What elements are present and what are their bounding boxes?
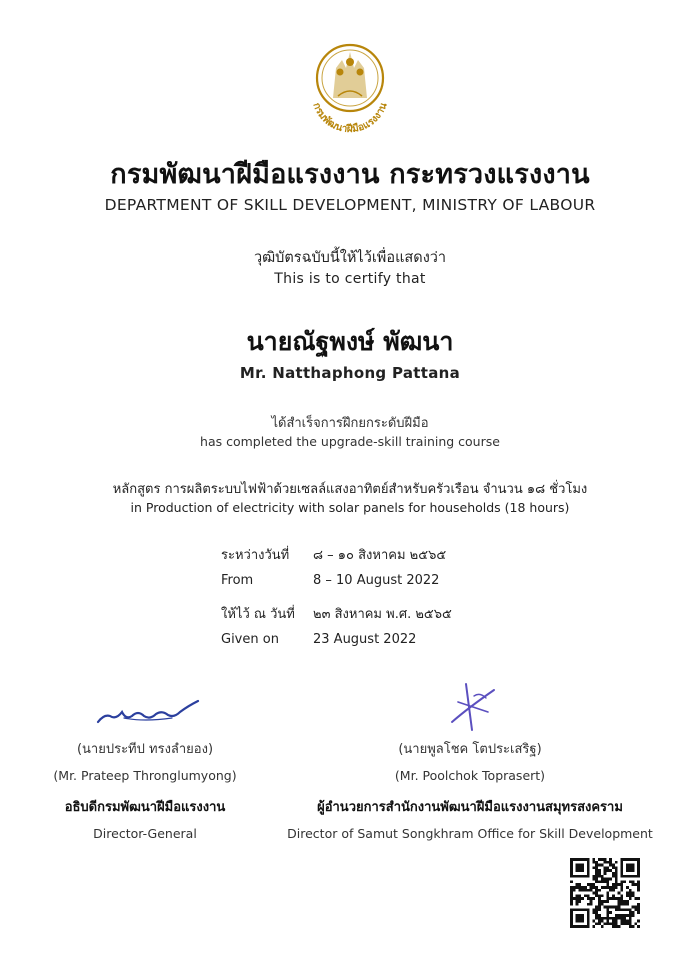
signatory-left-name-english: (Mr. Prateep Thronglumyong) <box>53 768 237 783</box>
signatory-left-name-thai: (นายประทีป ทรงลำยอง) <box>76 742 214 757</box>
ministry-seal-icon <box>300 38 400 144</box>
certify-text-english: This is to certify that <box>274 271 426 287</box>
date-range-label-thai: ระหว่างวันที่ <box>221 548 290 563</box>
completion-text-english: has completed the upgrade-skill training course <box>200 434 500 449</box>
seal-arc-text: กรมพัฒนาฝีมือแรงงาน <box>310 101 390 136</box>
given-date-value-english: 23 August 2022 <box>313 632 417 647</box>
department-title-thai: กรมพัฒนาฝีมือแรงงาน กระทรวงแรงงาน <box>110 159 590 190</box>
signatory-left-title-english: Director-General <box>93 826 197 841</box>
certify-text-thai: วุฒิบัตรฉบับนี้ให้ไว้เพื่อแสดงว่า <box>253 250 447 266</box>
given-date-value-thai: ๒๓ สิงหาคม พ.ศ. ๒๕๖๕ <box>313 607 452 622</box>
signatory-right-name-english: (Mr. Poolchok Toprasert) <box>394 768 546 783</box>
department-title-english: DEPARTMENT OF SKILL DEVELOPMENT, MINISTRY OF LABOUR <box>104 196 596 214</box>
completion-text-thai: ได้สำเร็จการฝึกยกระดับฝีมือ <box>271 416 429 431</box>
signatory-right-name-thai: (นายพูลโชค โตประเสริฐ) <box>398 742 542 757</box>
signatory-right-title-thai: ผู้อำนวยการสำนักงานพัฒนาฝีมือแรงงานสมุทรสงคราม <box>317 800 623 815</box>
signatory-right-title-english: Director of Samut Songkhram Office for Skill Development <box>287 826 653 841</box>
recipient-name-thai: นายณัฐพงษ์ พัฒนา <box>246 327 454 356</box>
signatory-left-title-thai: อธิบดีกรมพัฒนาฝีมือแรงงาน <box>64 800 226 815</box>
date-range-value-thai: ๘ – ๑๐ สิงหาคม ๒๕๖๕ <box>313 548 447 563</box>
date-range-label-english: From <box>221 573 254 588</box>
given-date-label-english: Given on <box>221 632 279 647</box>
qr-code-icon[interactable] <box>570 858 640 928</box>
given-date-label-thai: ให้ไว้ ณ วันที่ <box>221 607 295 622</box>
date-range-value-english: 8 – 10 August 2022 <box>313 573 440 588</box>
signature-director-general <box>94 698 206 726</box>
course-text-thai: หลักสูตร การผลิตระบบไฟฟ้าด้วยเซลล์แสงอาทิตย์สำหรับครัวเรือน จำนวน ๑๘ ชั่วโมง <box>112 482 588 497</box>
recipient-name-english: Mr. Natthaphong Pattana <box>239 364 461 382</box>
signature-provincial-director <box>444 682 500 732</box>
course-text-english: in Production of electricity with solar panels for households (18 hours) <box>130 500 570 515</box>
